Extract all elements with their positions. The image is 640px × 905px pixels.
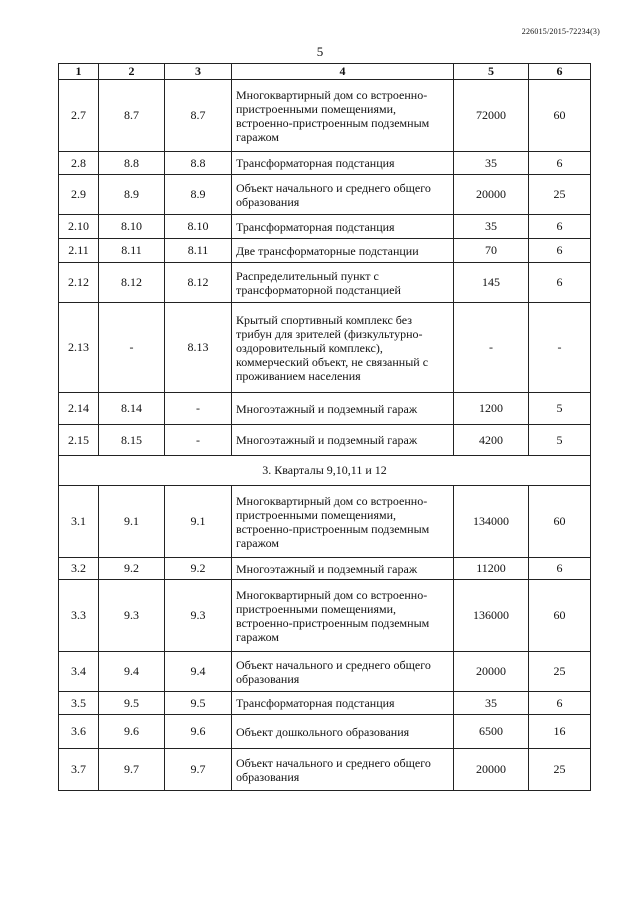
- table-row: [59, 692, 591, 715]
- table-row: [59, 239, 591, 263]
- cell-col6: 60: [529, 580, 591, 652]
- table-row: [59, 393, 591, 425]
- header-row: [59, 64, 591, 80]
- cell-no: 2.7: [59, 80, 99, 152]
- col-header-3: 3: [165, 64, 232, 80]
- col-header-1: 1: [59, 64, 99, 80]
- cell-col6: 25: [529, 175, 591, 215]
- cell-value: 145: [454, 263, 529, 303]
- cell-value: 20000: [454, 175, 529, 215]
- cell-col2: 8.10: [99, 215, 165, 239]
- cell-col6: 6: [529, 692, 591, 715]
- cell-col3: 8.13: [165, 303, 232, 393]
- cell-col2: 9.2: [99, 558, 165, 580]
- cell-no: 3.5: [59, 692, 99, 715]
- cell-col6: -: [529, 303, 591, 393]
- cell-name: Трансформаторная подстанция: [232, 152, 454, 175]
- cell-col2: 8.7: [99, 80, 165, 152]
- cell-value: 35: [454, 215, 529, 239]
- cell-no: 2.13: [59, 303, 99, 393]
- col-header-6: 6: [529, 64, 591, 80]
- cell-col2: 8.15: [99, 425, 165, 456]
- cell-no: 2.11: [59, 239, 99, 263]
- cell-col3: 8.12: [165, 263, 232, 303]
- cell-value: -: [454, 303, 529, 393]
- cell-name: Многоэтажный и подземный гараж: [232, 558, 454, 580]
- cell-no: 3.3: [59, 580, 99, 652]
- cell-col3: 8.11: [165, 239, 232, 263]
- table-row: [59, 152, 591, 175]
- cell-col6: 6: [529, 239, 591, 263]
- cell-name: Многоэтажный и подземный гараж: [232, 393, 454, 425]
- cell-value: 134000: [454, 486, 529, 558]
- cell-col6: 16: [529, 715, 591, 749]
- cell-col3: 9.5: [165, 692, 232, 715]
- table-row: [59, 80, 591, 152]
- cell-col6: 6: [529, 215, 591, 239]
- cell-col2: 9.6: [99, 715, 165, 749]
- page-number: 5: [316, 44, 324, 59]
- cell-name: Многоквартирный дом со встроенно-пристроенными помещениями, встроенно-пристроенным подземным гаражом: [232, 580, 454, 652]
- cell-no: 3.4: [59, 652, 99, 692]
- objects-table: [58, 63, 591, 791]
- table-row: [59, 263, 591, 303]
- cell-col2: 9.5: [99, 692, 165, 715]
- cell-value: 72000: [454, 80, 529, 152]
- cell-name: Трансформаторная подстанция: [232, 692, 454, 715]
- cell-col6: 60: [529, 486, 591, 558]
- cell-value: 20000: [454, 749, 529, 791]
- table-row: [59, 749, 591, 791]
- cell-name: Объект начального и среднего общего образования: [232, 749, 454, 791]
- cell-col3: 9.7: [165, 749, 232, 791]
- cell-col3: -: [165, 425, 232, 456]
- table-row: [59, 652, 591, 692]
- cell-col6: 5: [529, 425, 591, 456]
- cell-no: 3.7: [59, 749, 99, 791]
- document-code: 226015/2015-72234(3): [521, 27, 600, 36]
- cell-no: 2.15: [59, 425, 99, 456]
- cell-no: 3.2: [59, 558, 99, 580]
- table-row: [59, 175, 591, 215]
- cell-no: 3.6: [59, 715, 99, 749]
- cell-col2: 8.8: [99, 152, 165, 175]
- cell-no: 2.10: [59, 215, 99, 239]
- table-row: [59, 558, 591, 580]
- cell-col2: 8.9: [99, 175, 165, 215]
- cell-col2: 8.12: [99, 263, 165, 303]
- table-row: [59, 215, 591, 239]
- cell-name: Крытый спортивный комплекс без трибун для зрителей (физкультурно-оздоровительный комплекс), коммерческий объект, не связанный с проживанием населения: [232, 303, 454, 393]
- cell-col6: 5: [529, 393, 591, 425]
- cell-name: Объект дошкольного образования: [232, 715, 454, 749]
- cell-value: 35: [454, 152, 529, 175]
- cell-col2: 8.14: [99, 393, 165, 425]
- cell-col6: 60: [529, 80, 591, 152]
- cell-col6: 25: [529, 749, 591, 791]
- cell-value: 20000: [454, 652, 529, 692]
- cell-col6: 6: [529, 152, 591, 175]
- cell-col3: 8.8: [165, 152, 232, 175]
- cell-col6: 6: [529, 558, 591, 580]
- cell-col2: 9.1: [99, 486, 165, 558]
- cell-col6: 25: [529, 652, 591, 692]
- cell-col6: 6: [529, 263, 591, 303]
- cell-value: 6500: [454, 715, 529, 749]
- cell-col2: 8.11: [99, 239, 165, 263]
- cell-name: Трансформаторная подстанция: [232, 215, 454, 239]
- cell-col3: 9.4: [165, 652, 232, 692]
- cell-col3: 9.2: [165, 558, 232, 580]
- cell-name: Объект начального и среднего общего образования: [232, 652, 454, 692]
- cell-no: 3.1: [59, 486, 99, 558]
- cell-col3: -: [165, 393, 232, 425]
- cell-col2: -: [99, 303, 165, 393]
- cell-col3: 8.9: [165, 175, 232, 215]
- cell-value: 1200: [454, 393, 529, 425]
- section-title: 3. Кварталы 9,10,11 и 12: [59, 456, 591, 486]
- cell-no: 2.8: [59, 152, 99, 175]
- cell-no: 2.9: [59, 175, 99, 215]
- cell-value: 4200: [454, 425, 529, 456]
- cell-value: 35: [454, 692, 529, 715]
- cell-col3: 9.6: [165, 715, 232, 749]
- section-row: [59, 456, 591, 486]
- cell-col2: 9.3: [99, 580, 165, 652]
- cell-col3: 9.3: [165, 580, 232, 652]
- cell-value: 136000: [454, 580, 529, 652]
- cell-name: Многоквартирный дом со встроенно-пристроенными помещениями, встроенно-пристроенным подземным гаражом: [232, 486, 454, 558]
- table-row: [59, 715, 591, 749]
- table-row: [59, 486, 591, 558]
- cell-col2: 9.7: [99, 749, 165, 791]
- cell-col3: 8.10: [165, 215, 232, 239]
- cell-name: Многоэтажный и подземный гараж: [232, 425, 454, 456]
- cell-name: Две трансформаторные подстанции: [232, 239, 454, 263]
- cell-value: 70: [454, 239, 529, 263]
- table-row: [59, 580, 591, 652]
- col-header-2: 2: [99, 64, 165, 80]
- cell-no: 2.14: [59, 393, 99, 425]
- cell-col3: 9.1: [165, 486, 232, 558]
- cell-value: 11200: [454, 558, 529, 580]
- col-header-4: 4: [232, 64, 454, 80]
- cell-col2: 9.4: [99, 652, 165, 692]
- cell-name: Распределительный пункт с трансформаторной подстанцией: [232, 263, 454, 303]
- table-row: [59, 303, 591, 393]
- cell-name: Многоквартирный дом со встроенно-пристроенными помещениями, встроенно-пристроенным подземным гаражом: [232, 80, 454, 152]
- cell-no: 2.12: [59, 263, 99, 303]
- col-header-5: 5: [454, 64, 529, 80]
- cell-col3: 8.7: [165, 80, 232, 152]
- table-row: [59, 425, 591, 456]
- cell-name: Объект начального и среднего общего образования: [232, 175, 454, 215]
